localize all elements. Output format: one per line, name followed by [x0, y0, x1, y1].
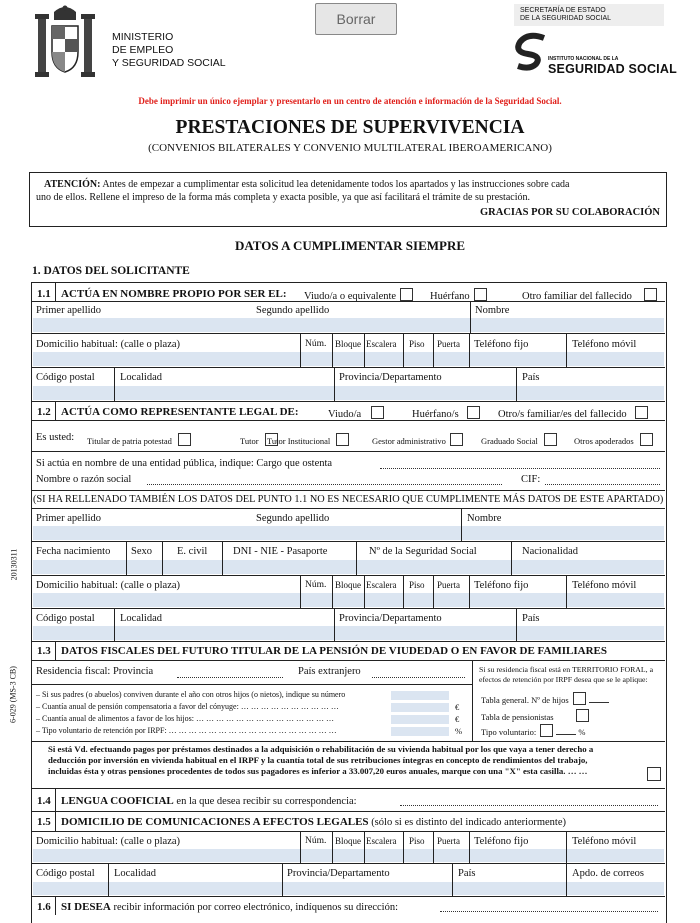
s14-rest: en la que desea recibir su correspondencia:	[173, 796, 357, 807]
s14-title-bold: LENGUA COOFICIAL	[61, 795, 174, 807]
side-code-date: 20130311	[9, 548, 19, 581]
row-line	[32, 608, 665, 609]
label-localidad: Localidad	[120, 372, 162, 383]
divider	[300, 832, 301, 863]
cif-field[interactable]	[545, 484, 660, 485]
secretaria-line: SECRETARÍA DE ESTADO	[520, 7, 606, 14]
label-segundo-apellido: Segundo apellido	[256, 305, 330, 316]
ministry-line: DE EMPLEO	[112, 44, 174, 56]
s16-num: 1.6	[37, 901, 51, 913]
label-escalera: Escalera	[366, 580, 397, 590]
s11-opt-huerfano[interactable]	[430, 288, 487, 302]
checkbox[interactable]	[640, 433, 653, 446]
row-line	[32, 575, 665, 576]
label-num: Núm.	[305, 836, 327, 846]
s11-num: 1.1	[37, 288, 51, 300]
divider	[55, 789, 56, 811]
label-codigo-postal: Código postal	[36, 372, 95, 383]
divider	[282, 864, 283, 896]
loan-line: deducción por inversión en vivienda habitual en el IRPF y la cuantía total de sus retribuciones íntegras en concepto de rendimientos del trabajo,	[48, 755, 588, 765]
divider	[433, 576, 434, 608]
divider	[470, 302, 471, 333]
s12-opt-otro[interactable]	[498, 406, 648, 420]
field-bg[interactable]	[33, 318, 664, 332]
field-bg[interactable]	[33, 386, 664, 400]
row-line	[32, 420, 665, 421]
divider	[469, 334, 470, 367]
label-codigo-postal: Código postal	[36, 868, 95, 879]
label-telefono-movil: Teléfono móvil	[572, 580, 637, 591]
row-line	[32, 367, 665, 368]
label-apdo-correos: Apdo. de correos	[572, 868, 645, 879]
lengua-field[interactable]	[400, 805, 658, 806]
s16-rest: recibir información por correo electrónico, indíquenos su dirección:	[110, 902, 399, 913]
opt-label: Tutor	[240, 436, 259, 446]
s13-num: 1.3	[37, 645, 51, 657]
seguridad-social-logo-icon	[514, 32, 548, 72]
loan-checkbox[interactable]	[647, 767, 661, 781]
field-bg[interactable]	[33, 882, 664, 895]
divider	[452, 864, 453, 896]
s15-rest: (sólo si es distinto del indicado anteriormente)	[368, 817, 566, 828]
label-telefono-movil: Teléfono móvil	[572, 339, 637, 350]
foral-opt[interactable]	[481, 709, 589, 722]
divider	[516, 368, 517, 401]
divider	[334, 368, 335, 401]
s15-title	[61, 816, 566, 828]
unit-label: €	[455, 714, 460, 724]
s12-num: 1.2	[37, 406, 51, 418]
row-line	[32, 451, 665, 452]
foral-opt[interactable]	[481, 724, 585, 737]
tipo-field[interactable]	[391, 727, 449, 736]
divider	[332, 832, 333, 863]
field-bg[interactable]	[33, 849, 664, 862]
divider	[55, 402, 56, 420]
field-bg[interactable]	[33, 526, 664, 540]
row-line	[32, 684, 472, 685]
s12-opt-huerfano[interactable]	[412, 406, 480, 420]
divider	[55, 897, 56, 915]
divider	[403, 576, 404, 608]
label-pais: País	[522, 372, 540, 383]
divider	[162, 542, 163, 575]
s16-title-bold: SI DESEA	[61, 901, 111, 913]
label-primer-apellido: Primer apellido	[36, 305, 102, 316]
divider	[332, 576, 333, 608]
divider	[114, 368, 115, 401]
ss-small-label: INSTITUTO NACIONAL DE LA	[548, 56, 619, 62]
divider	[55, 642, 56, 660]
row-line	[32, 831, 665, 832]
checkbox[interactable]	[371, 406, 384, 419]
field-bg[interactable]	[33, 593, 664, 607]
s11-title: ACTÚA EN NOMBRE PROPIO POR SER EL:	[61, 288, 287, 300]
divider	[566, 334, 567, 367]
attention-text-line2: uno de ellos. Rellene el impreso de la forma más completa y exacta posible, ya que así facilitará el trámite de su prestación.	[36, 192, 530, 203]
usted-opt[interactable]	[372, 433, 463, 446]
divider	[566, 576, 567, 608]
row-line	[32, 811, 665, 812]
label-telefono-fijo: Teléfono fijo	[474, 339, 529, 350]
loan-text	[48, 744, 593, 777]
checkbox[interactable]	[540, 724, 553, 737]
divider	[114, 609, 115, 641]
usted-opt[interactable]	[481, 433, 557, 446]
usted-opt[interactable]	[87, 433, 191, 446]
checkbox[interactable]	[573, 692, 586, 705]
attention-text-line	[44, 179, 570, 190]
checkbox[interactable]	[178, 433, 191, 446]
row-line	[32, 896, 665, 897]
opt-label: Otro familiar del fallecido	[522, 291, 632, 302]
label-fecha-nac: Fecha nacimiento	[36, 546, 111, 557]
alimentos-field[interactable]	[391, 715, 449, 724]
row-line	[32, 490, 665, 491]
label-num: Núm.	[305, 580, 327, 590]
divider	[566, 832, 567, 863]
label-dni: DNI - NIE - Pasaporte	[233, 546, 328, 557]
divider	[55, 283, 56, 301]
section-heading: DATOS A CUMPLIMENTAR SIEMPRE	[234, 238, 466, 253]
row-line	[32, 788, 665, 789]
es-usted-label: Es usted:	[36, 432, 75, 443]
entidad-label: Si actúa en nombre de una entidad pública, indique: Cargo que ostenta	[36, 458, 333, 469]
row-line	[32, 401, 665, 402]
divider	[469, 576, 470, 608]
opt-label: Viudo/a o equivalente	[304, 291, 397, 302]
label-provincia: Provincia/Departamento	[287, 868, 390, 879]
razon-field[interactable]	[147, 484, 502, 485]
row-line	[32, 301, 665, 302]
checkbox[interactable]	[635, 406, 648, 419]
label-provincia: Provincia/Departamento	[339, 372, 442, 383]
label-bloque: Bloque	[335, 339, 361, 349]
opt-label: Tabla general. Nº de hijos	[481, 695, 569, 705]
thanks-text: GRACIAS POR SU COLABORACIÓN	[480, 207, 660, 218]
opt-label: Otro/s familiar/es del fallecido	[498, 409, 627, 420]
opt-label: Tipo voluntario:	[481, 727, 537, 737]
checkbox[interactable]	[644, 288, 657, 301]
divider	[108, 864, 109, 896]
s15-num: 1.5	[37, 816, 51, 828]
label-telefono-fijo: Teléfono fijo	[474, 836, 529, 847]
row-line	[32, 863, 665, 864]
opt-label: Gestor administrativo	[372, 436, 446, 446]
loan-line: incluidas ésta y otras pensiones procedentes de todos sus pagadores es inferior a 33.007,20 euros anuales, marque con una "X" esta casilla. … …	[48, 766, 588, 776]
field-bg[interactable]	[33, 352, 664, 366]
divider	[222, 542, 223, 575]
label-puerta: Puerta	[437, 580, 460, 590]
label-piso: Piso	[409, 339, 425, 349]
label-puerta: Puerta	[437, 339, 460, 349]
pais-ext-label: País extranjero	[298, 666, 361, 677]
s14-title	[61, 795, 357, 807]
label-domicilio: Domicilio habitual: (calle o plaza)	[36, 339, 181, 350]
label-escalera: Escalera	[366, 836, 397, 846]
ministry-line: Y SEGURIDAD SOCIAL	[112, 57, 226, 69]
label-domicilio: Domicilio habitual: (calle o plaza)	[36, 580, 181, 591]
tipo-voluntario-field[interactable]	[556, 734, 576, 735]
divider	[126, 542, 127, 575]
label-piso: Piso	[409, 580, 425, 590]
checkbox[interactable]	[576, 709, 589, 722]
label-telefono-fijo: Teléfono fijo	[474, 580, 529, 591]
divider	[332, 334, 333, 367]
row-line	[32, 641, 665, 642]
divider	[566, 864, 567, 896]
checkbox[interactable]	[450, 433, 463, 446]
label-localidad: Localidad	[114, 868, 156, 879]
label-puerta: Puerta	[437, 836, 460, 846]
foral-line: efectos de retención por IRPF desea que se le aplique:	[479, 675, 648, 684]
label-nss: Nº de la Seguridad Social	[369, 546, 477, 557]
label-bloque: Bloque	[335, 836, 361, 846]
checkbox[interactable]	[400, 288, 413, 301]
opt-label: Viudo/a	[328, 409, 362, 420]
cif-label: CIF:	[521, 474, 541, 485]
divider	[364, 334, 365, 367]
checkbox[interactable]	[467, 406, 480, 419]
fiscal-line: – Si sus padres (o abuelos) conviven durante el año con otros hijos (o nietos), indique su número	[36, 690, 346, 699]
email-field[interactable]	[440, 911, 658, 912]
label-codigo-postal: Código postal	[36, 613, 95, 624]
label-nombre: Nombre	[467, 513, 502, 524]
fiscal-line: – Cuantía anual de alimentos a favor de los hijos: … … … … … … … … … … … … … …	[36, 714, 334, 723]
unit-label: €	[455, 702, 460, 712]
cargo-field[interactable]	[380, 468, 660, 469]
divider	[334, 609, 335, 641]
s12-title: ACTÚA COMO REPRESENTANTE LEGAL DE:	[61, 406, 299, 418]
pension-field[interactable]	[391, 703, 449, 712]
row-line	[32, 333, 665, 334]
usted-opt[interactable]	[574, 433, 653, 446]
opt-label: Huérfano/s	[412, 409, 459, 420]
s15-title-bold: DOMICILIO DE COMUNICACIONES A EFECTOS LEGALES	[61, 816, 369, 828]
s13-title: DATOS FISCALES DEL FUTURO TITULAR DE LA PENSIÓN DE VIUDEDAD O EN FAVOR DE FAMILIARES	[61, 645, 608, 657]
spain-coat-of-arms-logo	[30, 4, 100, 84]
divider	[433, 334, 434, 367]
pais-ext-field[interactable]	[372, 677, 465, 678]
foral-opt[interactable]	[481, 692, 609, 705]
fiscal-line: – Tipo voluntario de retención por IRPF: … … … … … … … … … … … … … … … … …	[36, 726, 337, 735]
divider	[403, 334, 404, 367]
ss-big-label: SEGURIDAD SOCIAL	[548, 62, 677, 76]
divider	[55, 812, 56, 831]
label-nombre: Nombre	[475, 305, 510, 316]
secretaria-line: DE LA SEGURIDAD SOCIAL	[520, 15, 612, 22]
num-hijos-field[interactable]	[589, 702, 609, 703]
foral-line: Si su residencia fiscal está en TERRITORIO FORAL, a	[479, 665, 654, 674]
label-nacionalidad: Nacionalidad	[522, 546, 578, 557]
row-line	[32, 508, 665, 509]
usted-opt[interactable]	[267, 433, 349, 446]
form-title: PRESTACIONES DE SUPERVIVENCIA	[175, 117, 525, 138]
divider	[472, 661, 473, 741]
side-code-form: 6-029 (MS-3 CB)	[8, 666, 18, 723]
clear-button[interactable]: Borrar	[315, 3, 397, 35]
divider	[356, 542, 357, 575]
opt-label: Titular de patria potestad	[87, 436, 172, 446]
divider	[403, 832, 404, 863]
divider	[364, 576, 365, 608]
s11-opt-viudo[interactable]	[304, 288, 413, 302]
label-provincia: Provincia/Departamento	[339, 613, 442, 624]
ministry-name	[112, 31, 226, 70]
divider	[300, 576, 301, 608]
attention-label: ATENCIÓN:	[44, 179, 101, 190]
s14-num: 1.4	[37, 795, 51, 807]
ministry-line: MINISTERIO	[112, 31, 174, 43]
label-piso: Piso	[409, 836, 425, 846]
label-pais: País	[522, 613, 540, 624]
divider	[300, 334, 301, 367]
label-num: Núm.	[305, 339, 327, 349]
field-bg[interactable]	[33, 560, 664, 574]
foral-text	[479, 665, 653, 685]
row-line	[32, 741, 665, 742]
label-escalera: Escalera	[366, 339, 397, 349]
label-bloque: Bloque	[335, 580, 361, 590]
opt-label: Graduado Social	[481, 436, 538, 446]
row-line	[32, 660, 665, 661]
hijos-field[interactable]	[391, 691, 449, 700]
divider	[364, 832, 365, 863]
opt-label: Huérfano	[430, 291, 470, 302]
divider	[516, 609, 517, 641]
secretaria-box	[514, 4, 664, 26]
attention-text: Antes de empezar a cumplimentar esta solicitud lea detenidamente todos los apartados y las instrucciones sobre cada	[100, 179, 570, 190]
checkbox[interactable]	[544, 433, 557, 446]
opt-label: Tabla de pensionistas	[481, 712, 554, 722]
unit-label: %	[455, 726, 463, 736]
label-domicilio: Domicilio habitual: (calle o plaza)	[36, 836, 181, 847]
note-text: (SI HA RELLENADO TAMBIÉN LOS DATOS DEL PUNTO 1.1 NO ES NECESARIO QUE CUMPLIMENTE MÁS DATOS DE ESTE APARTADO)	[33, 494, 664, 505]
print-notice: Debe imprimir un único ejemplar y presentarlo en un centro de atención e información de la Seguridad Social.	[138, 96, 562, 106]
label-segundo-apellido: Segundo apellido	[256, 513, 330, 524]
provincia-field[interactable]	[177, 677, 283, 678]
opt-label: Otros apoderados	[574, 436, 634, 446]
label-estado-civil: E. civil	[177, 546, 208, 557]
label-primer-apellido: Primer apellido	[36, 513, 102, 524]
divider	[433, 832, 434, 863]
s16-title	[61, 901, 398, 913]
divider	[469, 832, 470, 863]
section-1-title: 1. DATOS DEL SOLICITANTE	[32, 265, 190, 277]
form-subtitle: (CONVENIOS BILATERALES Y CONVENIO MULTILATERAL IBEROAMERICANO)	[148, 142, 552, 154]
divider	[461, 509, 462, 541]
razon-label: Nombre o razón social	[36, 474, 132, 485]
field-bg[interactable]	[33, 626, 664, 640]
label-sexo: Sexo	[131, 546, 152, 557]
checkbox[interactable]	[474, 288, 487, 301]
unit-label: %	[578, 727, 586, 737]
label-telefono-movil: Teléfono móvil	[572, 836, 637, 847]
residencia-label: Residencia fiscal: Provincia	[36, 666, 154, 677]
loan-line: Si está Vd. efectuando pagos por préstamos destinados a la adquisición o rehabilitación de su vivienda habitual por los que vaya a tener derecho a	[48, 744, 594, 754]
s12-opt-viudo[interactable]	[328, 406, 384, 420]
label-localidad: Localidad	[120, 613, 162, 624]
label-pais: País	[458, 868, 476, 879]
checkbox[interactable]	[336, 433, 349, 446]
s11-opt-otro[interactable]	[522, 288, 657, 302]
opt-label: Tutor Institucional	[267, 436, 331, 446]
fiscal-line: – Cuantía anual de pensión compensatoria a favor del cónyuge: … … … … … … … … … …	[36, 702, 339, 711]
divider	[511, 542, 512, 575]
